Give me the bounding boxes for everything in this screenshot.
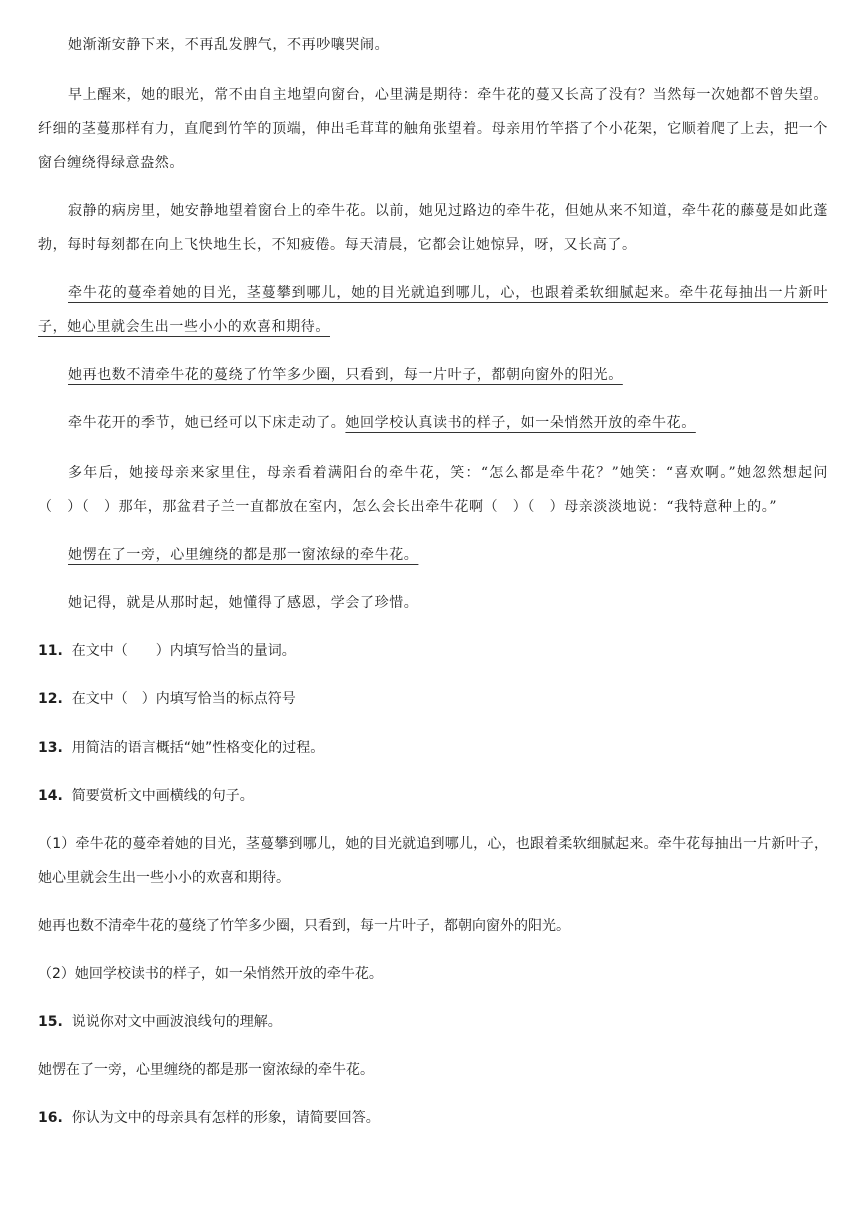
passage-paragraph-8 <box>38 538 828 572</box>
passage-paragraph-3: 寂静的病房里，她安静地望着窗台上的牵牛花。以前，她见过路边的牵牛花，但她从来不知道，牵牛花的藤蔓是如此蓬勃，每时每刻都在向上飞快地生长，不知疲倦。每天清晨，它都会让她惊异，呀，又长高了。 <box>38 203 828 253</box>
question-15 <box>38 1005 828 1039</box>
question-14 <box>38 779 828 813</box>
question-15-text: 说说你对文中画波浪线句的理解。 <box>71 1014 282 1030</box>
underlined-sentence-2: 她再也数不清牵牛花的蔓绕了竹竿多少圈，只看到，每一片叶子，都朝向窗外的阳光。 <box>68 367 623 383</box>
passage-paragraph-1: 她渐渐安静下来，不再乱发脾气，不再吵嚷哭闹。 <box>68 37 390 53</box>
question-15-sentence: 她愣在了一旁，心里缠绕的都是那一窗浓绿的牵牛花。 <box>38 1062 374 1078</box>
passage-paragraph-4 <box>38 276 828 344</box>
paragraph-6-plain: 牵牛花开的季节，她已经可以下床走动了。 <box>68 415 346 431</box>
question-12-text: 在文中（ ）内填写恰当的标点符号 <box>71 691 296 707</box>
question-11-text: 在文中（ ）内填写恰当的量词。 <box>71 643 296 659</box>
question-16 <box>38 1101 828 1135</box>
question-11-number: 11. <box>38 643 63 659</box>
passage-paragraph-2: 早上醒来，她的眼光，常不由自主地望向窗台，心里满是期待：牵牛花的蔓又长高了没有？当然每一次她都不曾失望。纤细的茎蔓那样有力，直爬到竹竿的顶端，伸出毛茸茸的触角张望着。母亲用竹竿搭了个小花架，它顺着爬了上去，把一个窗台缠绕得绿意盎然。 <box>38 87 828 171</box>
question-14-sub-2: （2）她回学校读书的样子，如一朵悄然开放的牵牛花。 <box>38 966 383 982</box>
question-13 <box>38 731 828 765</box>
question-15-number: 15. <box>38 1014 63 1030</box>
passage-paragraph-6 <box>38 406 828 440</box>
passage-paragraph-5 <box>38 358 828 392</box>
passage-paragraph-7: 多年后，她接母亲来家里住，母亲看着满阳台的牵牛花，笑：“怎么都是牵牛花？”她笑：“喜欢啊。”她忽然想起问（ ）（ ）那年，那盆君子兰一直都放在室内，怎么会长出牵牛花啊（ ）（ ）母亲淡淡地说：“我特意种上的。” <box>38 465 828 515</box>
wavy-line-sentence: 她愣在了一旁，心里缠绕的都是那一窗浓绿的牵牛花。 <box>68 547 419 563</box>
question-16-text: 你认为文中的母亲具有怎样的形象，请简要回答。 <box>71 1110 380 1126</box>
question-12 <box>38 682 828 716</box>
question-14-text: 简要赏析文中画横线的句子。 <box>71 788 254 804</box>
question-11 <box>38 634 828 668</box>
question-13-text: 用简洁的语言概括“她”性格变化的过程。 <box>71 740 325 756</box>
underlined-sentence-3: 她回学校认真读书的样子，如一朵悄然开放的牵牛花。 <box>345 415 696 431</box>
passage-paragraph-9: 她记得，就是从那时起，她懂得了感恩，学会了珍惜。 <box>68 595 419 611</box>
question-16-number: 16. <box>38 1110 63 1126</box>
underlined-sentence-1: 牵牛花的蔓牵着她的目光，茎蔓攀到哪儿，她的目光就追到哪儿，心，也跟着柔软细腻起来。牵牛花每抽出一片新叶子，她心里就会生出一些小小的欢喜和期待。 <box>38 285 828 335</box>
question-14-number: 14. <box>38 788 63 804</box>
question-13-number: 13. <box>38 740 63 756</box>
question-14-sub-1-continued: 她再也数不清牵牛花的蔓绕了竹竿多少圈，只看到，每一片叶子，都朝向窗外的阳光。 <box>38 918 570 934</box>
question-12-number: 12. <box>38 691 63 707</box>
question-14-sub-1: （1）牵牛花的蔓牵着她的目光，茎蔓攀到哪儿，她的目光就追到哪儿，心，也跟着柔软细腻起来。牵牛花每抽出一片新叶子，她心里就会生出一些小小的欢喜和期待。 <box>38 836 828 886</box>
